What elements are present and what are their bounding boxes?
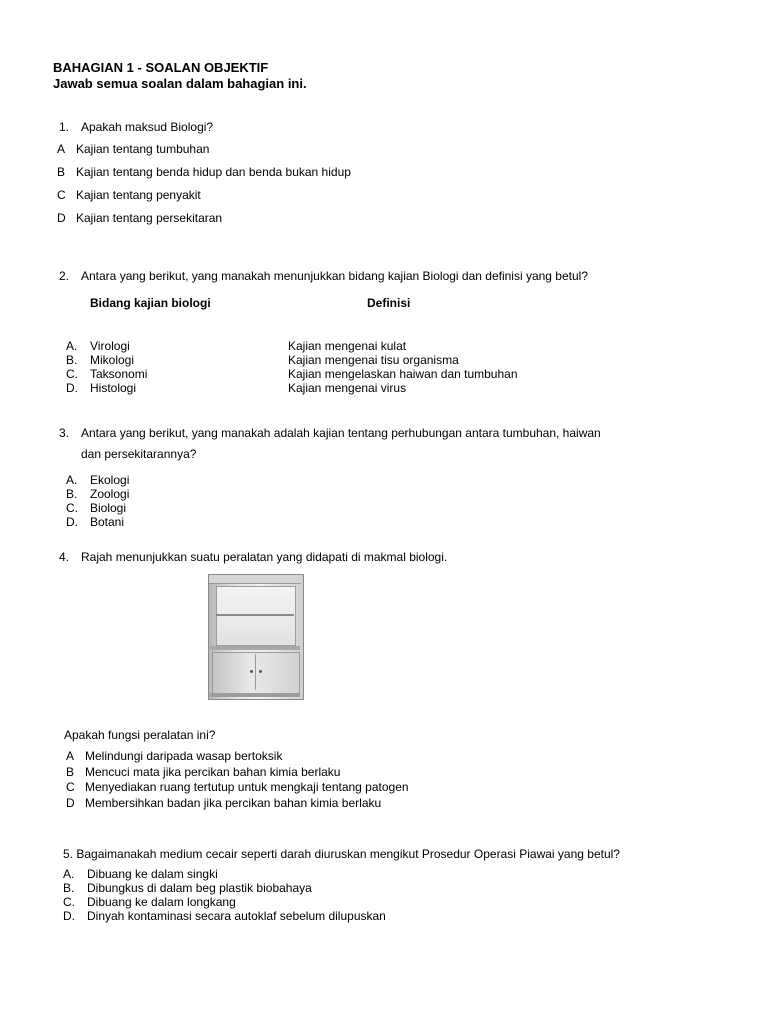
option-letter: B — [66, 765, 75, 779]
field-name: Mikologi — [90, 353, 135, 367]
cabinet-divider — [255, 654, 256, 690]
option-c — [66, 780, 409, 794]
option-letter: B. — [66, 487, 78, 501]
table-row — [66, 381, 136, 395]
definition-text: Kajian mengenai kulat — [288, 339, 407, 353]
question-5: 5. Bagaimanakah medium cecair seperti darah diuruskan mengikut Prosedur Operasi Piawai yang betul? — [63, 847, 620, 861]
option-letter: D — [66, 796, 75, 810]
option-b — [66, 487, 129, 501]
option-letter: D — [57, 211, 66, 225]
option-b — [63, 881, 312, 895]
question-text: Antara yang berikut, yang manakah adalah kajian tentang perhubungan antara tumbuhan, haiwan — [81, 426, 601, 440]
option-c — [57, 188, 201, 202]
question-number: 2. — [59, 269, 70, 283]
table-row — [66, 367, 147, 381]
table-row — [66, 353, 134, 367]
option-letter: B. — [66, 353, 78, 367]
table-header-definition: Definisi — [367, 296, 411, 310]
option-letter: D. — [63, 909, 75, 923]
option-text: Dibuang ke dalam singki — [87, 867, 218, 881]
option-letter: C. — [66, 367, 78, 381]
option-text: Kajian tentang tumbuhan — [76, 142, 210, 156]
question-number: 4. — [59, 550, 70, 564]
question-text: Rajah menunjukkan suatu peralatan yang didapati di makmal biologi. — [81, 550, 448, 564]
option-text: Dibuang ke dalam longkang — [87, 895, 236, 909]
question-1 — [59, 120, 213, 134]
option-letter: C. — [66, 501, 78, 515]
option-text: Melindungi daripada wasap bertoksik — [85, 749, 283, 763]
definition-text: Kajian mengenai tisu organisma — [288, 353, 459, 367]
option-letter: D. — [66, 515, 78, 529]
option-letter: B. — [63, 881, 75, 895]
subquestion: Apakah fungsi peralatan ini? — [64, 728, 216, 742]
option-c — [63, 895, 236, 909]
option-a — [63, 867, 218, 881]
definition-text: Kajian mengelaskan haiwan dan tumbuhan — [288, 367, 518, 381]
option-b — [66, 765, 340, 779]
option-letter: A. — [66, 339, 78, 353]
option-letter: C. — [63, 895, 75, 909]
hood-sash — [216, 614, 294, 616]
option-a — [66, 473, 129, 487]
option-text: Biologi — [90, 501, 127, 515]
option-letter: C — [66, 780, 75, 794]
option-b — [57, 165, 351, 179]
option-letter: D. — [66, 381, 78, 395]
hood-base — [210, 693, 300, 697]
option-d — [66, 796, 381, 810]
definition-text: Kajian mengenai virus — [288, 381, 407, 395]
option-d — [66, 515, 124, 529]
table-header-field: Bidang kajian biologi — [90, 296, 211, 310]
option-text: Dibungkus di dalam beg plastik biobahaya — [87, 881, 312, 895]
option-text: Dinyah kontaminasi secara autoklaf sebelum dilupuskan — [87, 909, 386, 923]
option-a — [57, 142, 209, 156]
hood-worktop — [210, 646, 300, 650]
option-letter: B — [57, 165, 66, 179]
hood-window — [216, 586, 296, 646]
option-letter: A. — [63, 867, 75, 881]
option-text: Kajian tentang persekitaran — [76, 211, 223, 225]
section-title: BAHAGIAN 1 - SOALAN OBJEKTIF — [53, 60, 269, 75]
option-text: Membersihkan badan jika percikan bahan kimia berlaku — [85, 796, 382, 810]
table-row — [66, 339, 130, 353]
option-text: Kajian tentang penyakit — [76, 188, 201, 202]
option-letter: A — [57, 142, 66, 156]
cabinet-knob-icon — [259, 670, 262, 673]
hood-cabinet — [212, 652, 300, 694]
option-text: Botani — [90, 515, 125, 529]
option-text: Zoologi — [90, 487, 130, 501]
field-name: Histologi — [90, 381, 137, 395]
question-4 — [59, 550, 447, 564]
question-number: 1. — [59, 120, 70, 134]
option-d — [63, 909, 386, 923]
question-2 — [59, 269, 588, 283]
option-letter: A — [66, 749, 75, 763]
question-text-continued: dan persekitarannya? — [81, 447, 197, 461]
section-instruction: Jawab semua soalan dalam bahagian ini. — [53, 76, 307, 91]
option-text: Menyediakan ruang tertutup untuk mengkaji tentang patogen — [85, 780, 409, 794]
option-letter: C — [57, 188, 66, 202]
option-text: Kajian tentang benda hidup dan benda bukan hidup — [76, 165, 351, 179]
cabinet-knob-icon — [250, 670, 253, 673]
field-name: Virologi — [90, 339, 130, 353]
question-number: 3. — [59, 426, 70, 440]
option-text: Mencuci mata jika percikan bahan kimia berlaku — [85, 765, 341, 779]
question-text: Antara yang berikut, yang manakah menunjukkan bidang kajian Biologi dan definisi yang betul? — [81, 269, 589, 283]
option-d — [57, 211, 222, 225]
option-c — [66, 501, 126, 515]
field-name: Taksonomi — [90, 367, 148, 381]
question-3 — [59, 426, 601, 440]
option-a — [66, 749, 282, 763]
fume-hood-image — [208, 574, 304, 700]
option-text: Ekologi — [90, 473, 130, 487]
hood-top — [209, 575, 301, 584]
question-text: Apakah maksud Biologi? — [81, 120, 214, 134]
option-letter: A. — [66, 473, 78, 487]
